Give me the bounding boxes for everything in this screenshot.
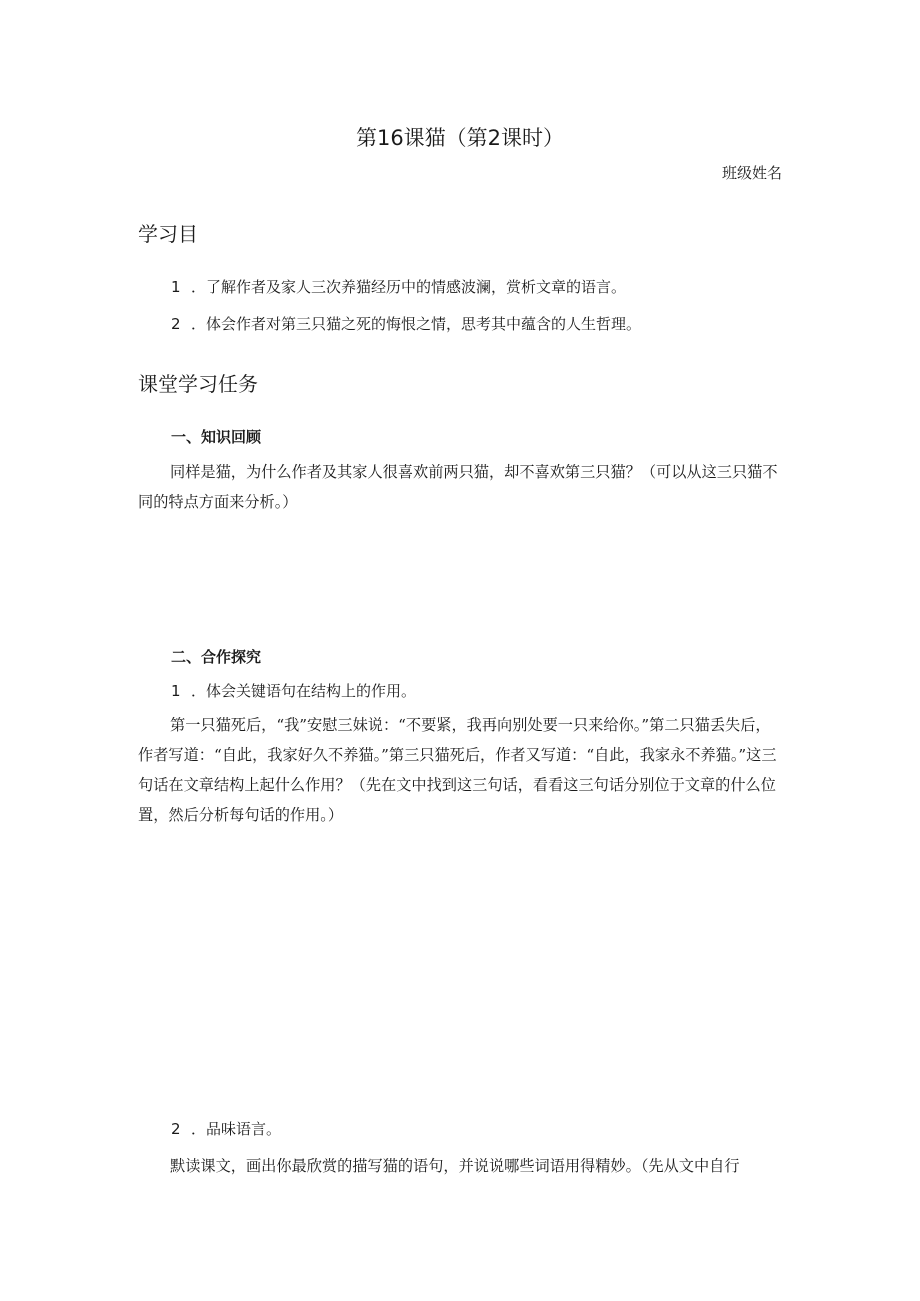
cooperative-inquiry-heading: 二、合作探究 <box>171 648 262 666</box>
objective-item-2-text: ．体会作者对第三只猫之死的悔恨之情，思考其中蕴含的人生哲理。 <box>191 315 642 333</box>
inquiry-item-1-number: 1 <box>171 682 181 700</box>
inquiry-item-1 <box>171 680 416 701</box>
inquiry-item-1-text: ．体会关键语句在结构上的作用。 <box>191 682 417 700</box>
knowledge-review-heading: 一、知识回顾 <box>171 428 262 446</box>
inquiry-item-2-text: ．品味语言。 <box>191 1120 282 1138</box>
inquiry-item-1-question: 第一只猫死后，“我”安慰三妹说：“不要紧，我再向别处要一只来给你。”第二只猫丢失后，作者写道：“自此，我家好久不养猫。”第三只猫死后，作者又写道：“自此，我家永不养猫。”这三句话在文章结构上起什么作用？（先在文中找到这三句话，看看这三句话分别位于文章的什么位置，然后分析每句话的作用。） <box>138 716 777 824</box>
class-name-label: 班级姓名 <box>721 164 782 182</box>
objective-item-1-number: 1 <box>171 278 181 296</box>
objective-item-2-number: 2 <box>171 315 181 333</box>
objective-item-1-text: ．了解作者及家人三次养猫经历中的情感波澜，赏析文章的语言。 <box>191 278 627 296</box>
knowledge-review-question: 同样是猫，为什么作者及其家人很喜欢前两只猫，却不喜欢第三只猫？（可以从这三只猫不同的特点方面来分析。） <box>138 463 778 511</box>
inquiry-item-2-number: 2 <box>171 1120 181 1138</box>
objective-item-2 <box>171 313 641 334</box>
tasks-heading: 课堂学习任务 <box>138 372 258 396</box>
inquiry-item-2 <box>171 1118 281 1139</box>
objectives-heading: 学习目 <box>138 222 198 246</box>
page-title: 第16课猫（第2课时） <box>355 126 565 150</box>
objective-item-1 <box>171 276 626 297</box>
inquiry-item-2-question: 默读课文，画出你最欣赏的描写猫的语句，并说说哪些词语用得精妙。（先从文中自行 <box>170 1157 740 1175</box>
